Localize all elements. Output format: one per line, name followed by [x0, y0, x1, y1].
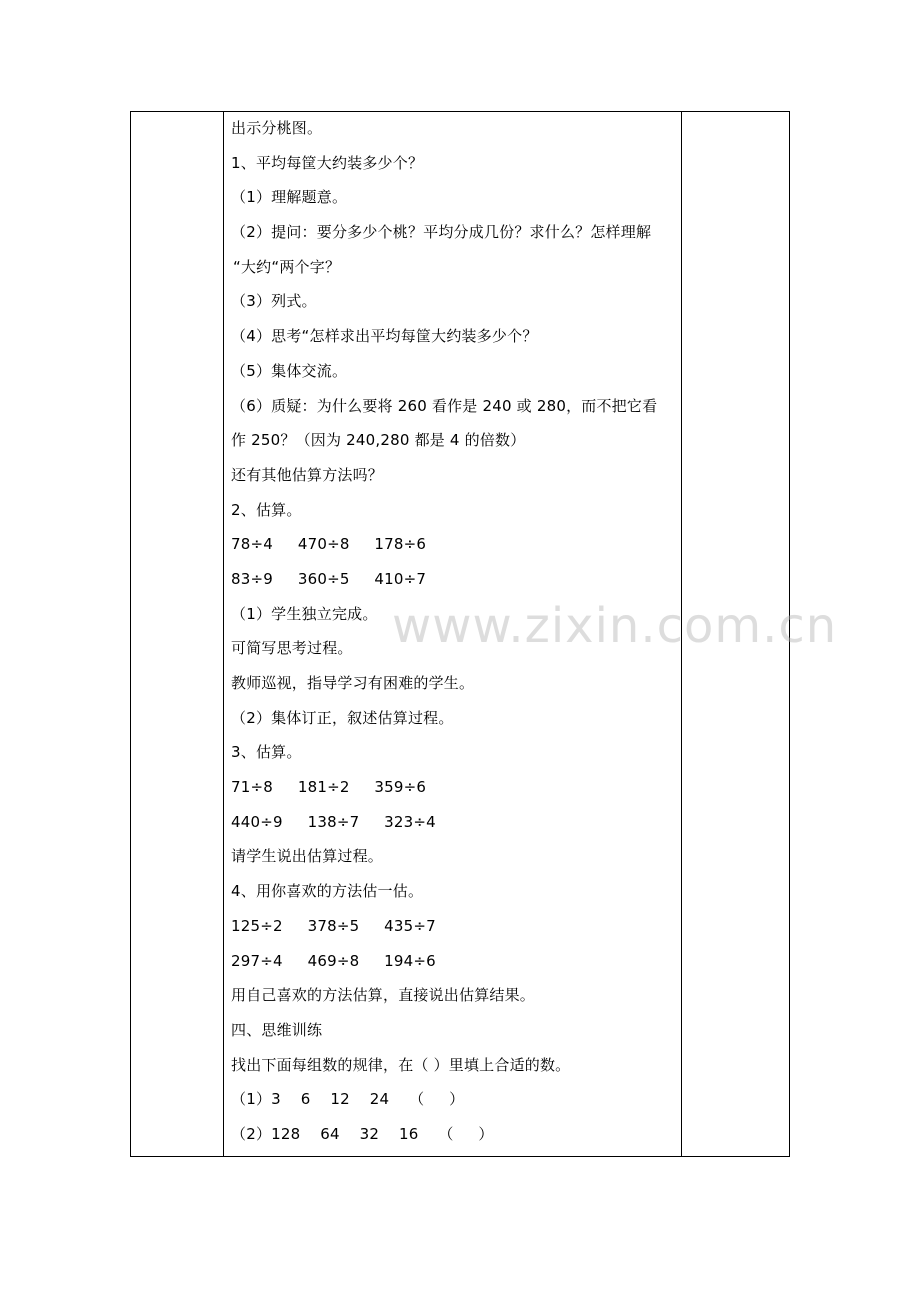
text-line: 找出下面每组数的规律，在（ ）里填上合适的数。 — [231, 1055, 571, 1074]
text-line: 1、平均每筐大约装多少个？ — [231, 153, 424, 172]
text-line: （2）集体订正，叙述估算过程。 — [231, 708, 454, 727]
text-line: 440÷9 138÷7 323÷4 — [231, 812, 436, 831]
text-line: 出示分桃图。 — [231, 119, 323, 137]
text-line: 125÷2 378÷5 435÷7 — [231, 916, 436, 935]
text-line: （1）3 6 12 24 （ ） — [231, 1090, 465, 1109]
column-divider-left — [223, 112, 224, 1156]
watermark: www.zixin.com.cn — [392, 598, 838, 654]
text-line: 请学生说出估算过程。 — [231, 847, 384, 866]
text-line: 3、估算。 — [231, 743, 302, 762]
text-line: 78÷4 470÷8 178÷6 — [231, 535, 427, 554]
text-line: 还有其他估算方法吗？ — [231, 465, 384, 484]
text-line: 4、用你喜欢的方法估一估。 — [231, 882, 424, 901]
text-line: 83÷9 360÷5 410÷7 — [231, 569, 427, 588]
text-line: （4）思考“怎样求出平均每筐大约装多少个？ — [231, 327, 538, 346]
text-line: 297÷4 469÷8 194÷6 — [231, 951, 436, 970]
text-line: （5）集体交流。 — [231, 361, 348, 380]
text-line: 2、估算。 — [231, 500, 302, 519]
text-line: 71÷8 181÷2 359÷6 — [231, 778, 427, 797]
text-line: 四、思维训练 — [231, 1020, 323, 1039]
text-line: 作 250？（因为 240,280 都是 4 的倍数） — [231, 431, 526, 450]
text-line: 可简写思考过程。 — [231, 639, 353, 658]
text-line: （2）提问：要分多少个桃？平均分成几份？求什么？怎样理解 — [231, 223, 652, 242]
text-line: （1）理解题意。 — [231, 188, 348, 207]
text-line: （1）学生独立完成。 — [231, 604, 378, 623]
text-line: “大约“两个字？ — [233, 257, 341, 276]
text-line: （3）列式。 — [231, 292, 317, 311]
text-line: 用自己喜欢的方法估算，直接说出估算结果。 — [231, 986, 536, 1005]
text-line: （2）128 64 32 16 （ ） — [231, 1124, 494, 1143]
text-line: 教师巡视，指导学习有困难的学生。 — [231, 674, 475, 692]
text-line: （6）质疑：为什么要将 260 看作是 240 或 280，而不把它看 — [231, 396, 658, 415]
